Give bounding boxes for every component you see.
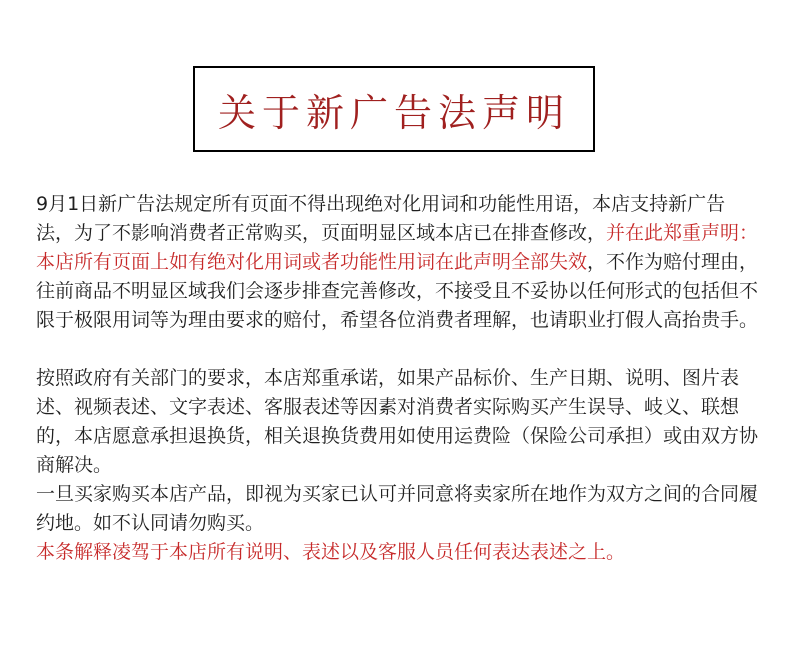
paragraph-1-text-continued: ，不作为赔付理由，往前商品不明显区域我们会逐步排查完善修改，不接受且不妥协以任何形式的包括但不限于极限用词等为理由要求的赔付，希望各位消费者理解，也请职业打假人高抬贵手。 bbox=[36, 251, 759, 331]
statement-body bbox=[36, 190, 760, 567]
paragraph-1 bbox=[36, 190, 760, 335]
page-title: 关于新广告法声明 bbox=[217, 90, 570, 135]
title-box bbox=[193, 66, 595, 152]
paragraph-3: 一旦买家购买本店产品，即视为买家已认可并同意将卖家所在地作为双方之间的合同履约地。如不认同请勿购买。 bbox=[36, 483, 759, 534]
paragraph-2: 按照政府有关部门的要求，本店郑重承诺，如果产品标价、生产日期、说明、图片表述、视频表述、文字表述、客服表述等因素对消费者实际购买产生误导、岐义、联想的，本店愿意承担退换货，相关退换货费用如使用运费险（保险公司承担）或由双方协商解决。 bbox=[36, 367, 759, 476]
paragraph-1-text: 9月1日新广告法规定所有页面不得出现绝对化用词和功能性用语，本店支持新广告法，为了不影响消费者正常购买，页面明显区域本店已在排查修改， bbox=[36, 193, 726, 244]
paragraph-1-highlight: 并在此郑重声明：本店所有页面上如有绝对化用词或者功能性用词在此声明全部失效 bbox=[36, 222, 759, 273]
paragraph-4-highlight: 本条解释凌驾于本店所有说明、表述以及客服人员任何表达表述之上。 bbox=[36, 541, 626, 563]
paragraph-spacer bbox=[36, 335, 760, 364]
